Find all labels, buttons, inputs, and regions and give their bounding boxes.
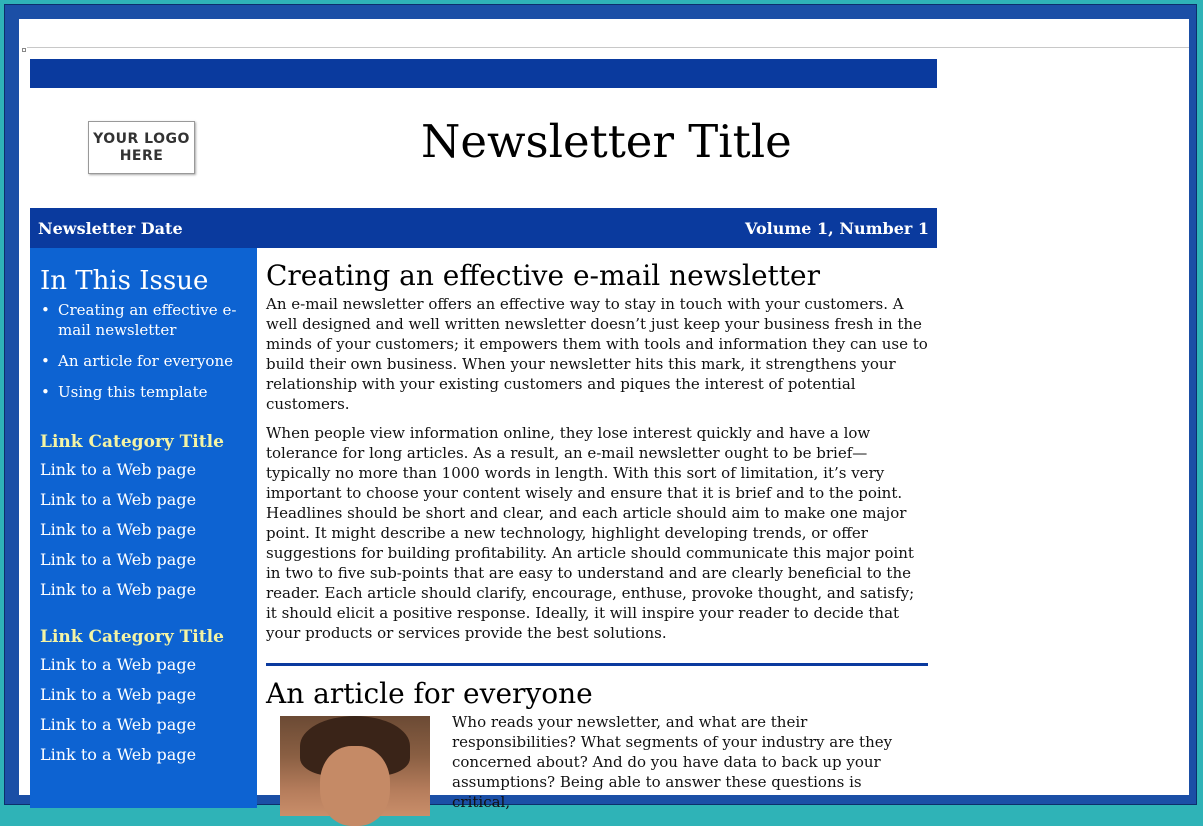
logo-placeholder[interactable] xyxy=(88,121,195,174)
issue-item[interactable]: • An article for everyone xyxy=(58,351,257,371)
section-divider xyxy=(266,663,928,666)
web-page-link[interactable]: Link to a Web page xyxy=(40,550,197,569)
logo-line1: YOUR LOGO xyxy=(93,130,190,147)
volume-number: Volume 1, Number 1 xyxy=(745,218,929,238)
newsletter-date: Newsletter Date xyxy=(38,218,183,238)
web-page-link[interactable]: Link to a Web page xyxy=(40,685,197,704)
issue-item[interactable]: • Creating an effective e-mail newsletter xyxy=(58,300,257,340)
article-photo xyxy=(280,716,430,816)
main-content xyxy=(257,248,937,811)
top-color-bar xyxy=(30,59,937,88)
ruler-marker xyxy=(22,48,26,52)
link-category-title: Link Category Title xyxy=(40,627,224,647)
window-frame xyxy=(4,4,1197,811)
sidebar xyxy=(30,248,257,808)
web-page-link[interactable]: Link to a Web page xyxy=(40,460,197,479)
web-page-link[interactable]: Link to a Web page xyxy=(40,715,197,734)
newsletter-title: Newsletter Title xyxy=(421,115,792,168)
in-this-issue-heading: In This Issue xyxy=(40,266,209,296)
link-category-title: Link Category Title xyxy=(40,432,224,452)
article1-paragraph: An e-mail newsletter offers an effective way to stay in touch with your customers. A well designed and well written newsletter doesn’t just keep your business fresh in the minds of your customers; it empowers them with tools and information they can use to build their own business. When your newsletter hits this mark, it strengthens your relationship with your existing customers and piques the interest of potential customers. xyxy=(266,295,928,413)
content-columns xyxy=(30,248,937,811)
photo-face-shape xyxy=(320,746,390,826)
article2-body xyxy=(266,712,929,821)
logo-line2: HERE xyxy=(119,147,164,164)
date-bar xyxy=(30,208,937,248)
article2-paragraph: Who reads your newsletter, and what are their responsibilities? What segments of your industry are they concerned about? And do you have data to back up your assumptions? Being able to answer these questions is critical, xyxy=(452,713,893,811)
web-page-link[interactable]: Link to a Web page xyxy=(40,655,197,674)
issue-list xyxy=(40,300,257,402)
newsletter xyxy=(30,59,937,811)
article2-heading: An article for everyone xyxy=(266,677,593,710)
article1-heading: Creating an effective e-mail newsletter xyxy=(266,259,820,292)
masthead xyxy=(30,88,937,208)
ruler-line xyxy=(27,47,1189,48)
web-page-link[interactable]: Link to a Web page xyxy=(40,580,197,599)
web-page-link[interactable]: Link to a Web page xyxy=(40,745,197,764)
issue-item[interactable]: • Using this template xyxy=(58,382,257,402)
web-page-link[interactable]: Link to a Web page xyxy=(40,520,197,539)
document-page xyxy=(19,19,1189,811)
article1-paragraph: When people view information online, they lose interest quickly and have a low tolerance for long articles. As a result, an e-mail newsletter ought to be brief—typically no more than 1000 words in length. With this sort of limitation, it’s very important to choose your content wisely and ensure that it is brief and to the point. Headlines should be short and clear, and each article should aim to make one major point. It might describe a new technology, highlight developing trends, or offer suggestions for building profitability. An article should communicate this major point in two to five sub-points that are easy to understand and are clearly beneficial to the reader. Each article should clarify, encourage, enthuse, provoke thought, and satisfy; it should elicit a positive response. Ideally, it will inspire your reader to decide that your products or services provide the best solutions. xyxy=(266,424,915,642)
web-page-link[interactable]: Link to a Web page xyxy=(40,490,197,509)
